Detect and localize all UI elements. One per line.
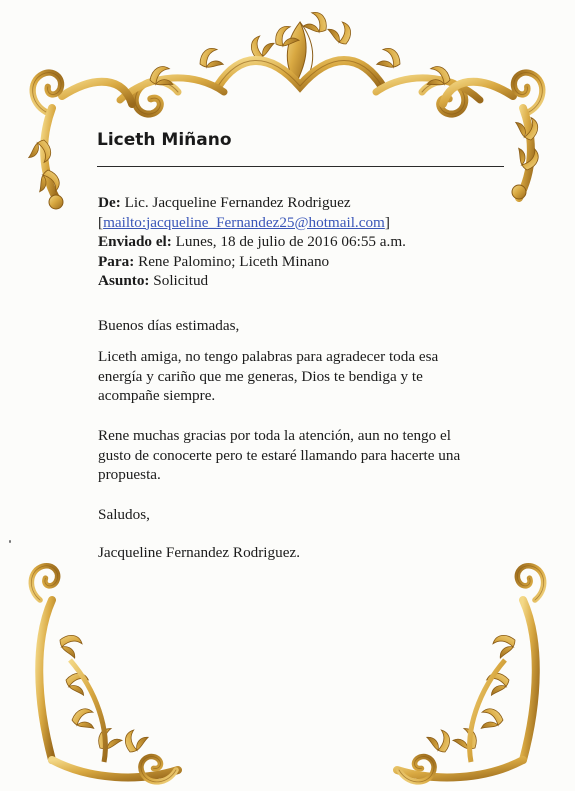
bottom-left-ornament <box>28 563 178 781</box>
subject-label: Asunto: <box>98 272 150 289</box>
email-header <box>98 193 518 291</box>
mailto-link[interactable]: mailto:jacqueline_Fernandez25@hotmail.com <box>103 213 385 231</box>
paragraph-2-line: gusto de conocerte pero te estaré llamando para hacerte una <box>98 446 461 464</box>
bottom-right-ornament <box>397 563 547 781</box>
email-content <box>98 193 518 561</box>
signature: Jacqueline Fernandez Rodriguez. <box>98 544 300 561</box>
top-right-ornament <box>443 73 542 199</box>
paragraph-2 <box>98 426 460 485</box>
subject-line <box>98 271 518 291</box>
paragraph-1-line: acompañe siempre. <box>98 387 216 404</box>
scan-speck <box>9 540 11 543</box>
paragraph-2-line: propuesta. <box>98 466 161 483</box>
paragraph-2-line: Rene muchas gracias por toda la atención, aun no tengo el <box>98 427 451 444</box>
sender-name: Liceth Miñano <box>97 130 232 150</box>
mailto-line <box>98 213 518 233</box>
to-line <box>98 252 518 272</box>
from-label: De: <box>98 194 121 211</box>
paragraph-1-line: energía y cariño que me generas, Dios te bendiga y te <box>98 367 423 385</box>
sent-value: Lunes, 18 de julio de 2016 06:55 a.m. <box>175 233 406 250</box>
from-line <box>98 193 518 213</box>
subject-value: Solicitud <box>153 272 209 289</box>
from-value: Lic. Jacqueline Fernandez Rodriguez <box>124 194 351 211</box>
top-crest-ornament <box>120 9 480 116</box>
sent-label: Enviado el: <box>98 233 172 250</box>
header-divider <box>97 166 504 167</box>
paragraph-1 <box>98 347 438 406</box>
to-label: Para: <box>98 252 135 270</box>
closing: Saludos, <box>98 506 150 523</box>
sent-line <box>98 232 518 252</box>
to-value: Rene Palomino; Liceth Minano <box>138 252 330 270</box>
greeting: Buenos días estimadas, <box>98 317 240 334</box>
mailto-close-bracket: ] <box>384 213 390 231</box>
paragraph-1-line: Liceth amiga, no tengo palabras para agradecer toda esa <box>98 348 439 365</box>
mailto-open-bracket: [ <box>98 213 104 231</box>
